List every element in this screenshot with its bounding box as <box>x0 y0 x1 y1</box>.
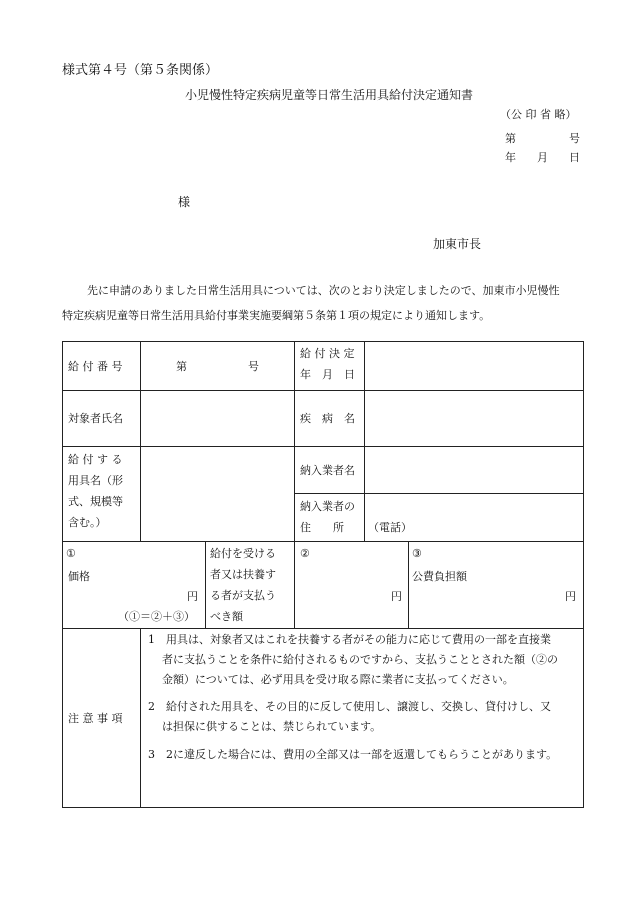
price-formula: （①＝②＋③） <box>118 610 195 623</box>
seal-omitted-note: （公 印 省 略） <box>500 108 577 121</box>
note-1-line-2: 者に支払うことを条件に給付されるものですから、支払うこととされた額（②の <box>162 653 558 666</box>
payment-number-suffix: 号 <box>248 360 259 373</box>
note-3 <box>148 745 580 765</box>
number-suffix: 号 <box>569 132 580 145</box>
decision-date-label-1: 給 付 決 定 <box>300 347 355 360</box>
note-2-line-1: 2 給付された用具を、その目的に反して使用し、譲渡し、交換し、貸付けし、又 <box>148 700 551 713</box>
addressee-honorific: 様 <box>178 195 191 209</box>
payment-number-label: 給 付 番 号 <box>68 360 123 373</box>
item-name-label <box>68 449 123 533</box>
item-name-label-3: 式、規模等 <box>68 495 123 508</box>
month-label: 月 <box>537 151 548 164</box>
self-pay-label-4: べき額 <box>210 610 243 623</box>
self-pay-label-1: 給付を受ける <box>210 547 276 560</box>
day-label: 日 <box>569 151 580 164</box>
recipient-name-label: 対象者氏名 <box>68 412 123 425</box>
document-title: 小児慢性特定疾病児童等日常生活用具給付決定通知書 <box>185 88 474 102</box>
item-name-label-1: 給 付 す る <box>68 453 123 466</box>
note-1 <box>148 630 580 690</box>
issuer-name: 加東市長 <box>433 237 482 251</box>
price-unit: 円 <box>187 590 198 603</box>
intro-line-2: 特定疾病児童等日常生活用具給付事業実施要綱第５条第１項の規定により通知します。 <box>62 309 491 322</box>
public-unit: 円 <box>565 590 576 603</box>
self-pay-label-2: 者又は扶養す <box>210 568 276 581</box>
vendor-address-label-1: 納入業者の <box>300 500 355 513</box>
self-pay-unit: 円 <box>391 590 402 603</box>
public-mark: ③ <box>412 547 422 560</box>
vendor-name-label: 納入業者名 <box>300 464 355 477</box>
item-name-label-4: 含む。） <box>68 516 107 529</box>
self-pay-label <box>210 543 276 627</box>
price-mark: ① <box>66 547 76 560</box>
note-3-line-1: 3 2に違反した場合には、費用の全部又は一部を返還してもらうことがあります。 <box>148 748 558 761</box>
form-number: 様式第４号（第５条関係） <box>62 63 219 78</box>
self-pay-mark: ② <box>300 547 310 560</box>
disease-name-label: 疾 病 名 <box>300 412 355 425</box>
payment-number-prefix: 第 <box>176 360 187 373</box>
vendor-address-label-2: 住 所 <box>300 521 344 534</box>
note-2 <box>148 697 580 737</box>
year-label: 年 <box>505 151 516 164</box>
note-1-line-1: 1 用具は、対象者又はこれを扶養する者がその能力に応じて費用の一部を直接業 <box>148 633 551 646</box>
notes-label: 注 意 事 項 <box>68 712 123 725</box>
number-prefix: 第 <box>505 132 516 145</box>
public-label: 公費負担額 <box>412 570 467 583</box>
note-1-line-3: 金額）については、必ず用具を受け取る際に業者に支払ってください。 <box>162 673 514 686</box>
item-name-label-2: 用具名（形 <box>68 474 123 487</box>
price-label: 価格 <box>68 570 90 583</box>
vendor-address-label <box>300 496 355 538</box>
self-pay-label-3: る者が支払う <box>210 589 276 602</box>
decision-date-label <box>300 343 355 386</box>
note-2-line-2: は担保に供することは、禁じられています。 <box>162 720 382 733</box>
intro-line-1: 先に申請のありました日常生活用具については、次のとおり決定しましたので、加東市小児慢性 <box>87 284 560 297</box>
decision-date-label-2: 年 月 日 <box>300 368 355 382</box>
phone-label: （電話） <box>368 521 412 534</box>
